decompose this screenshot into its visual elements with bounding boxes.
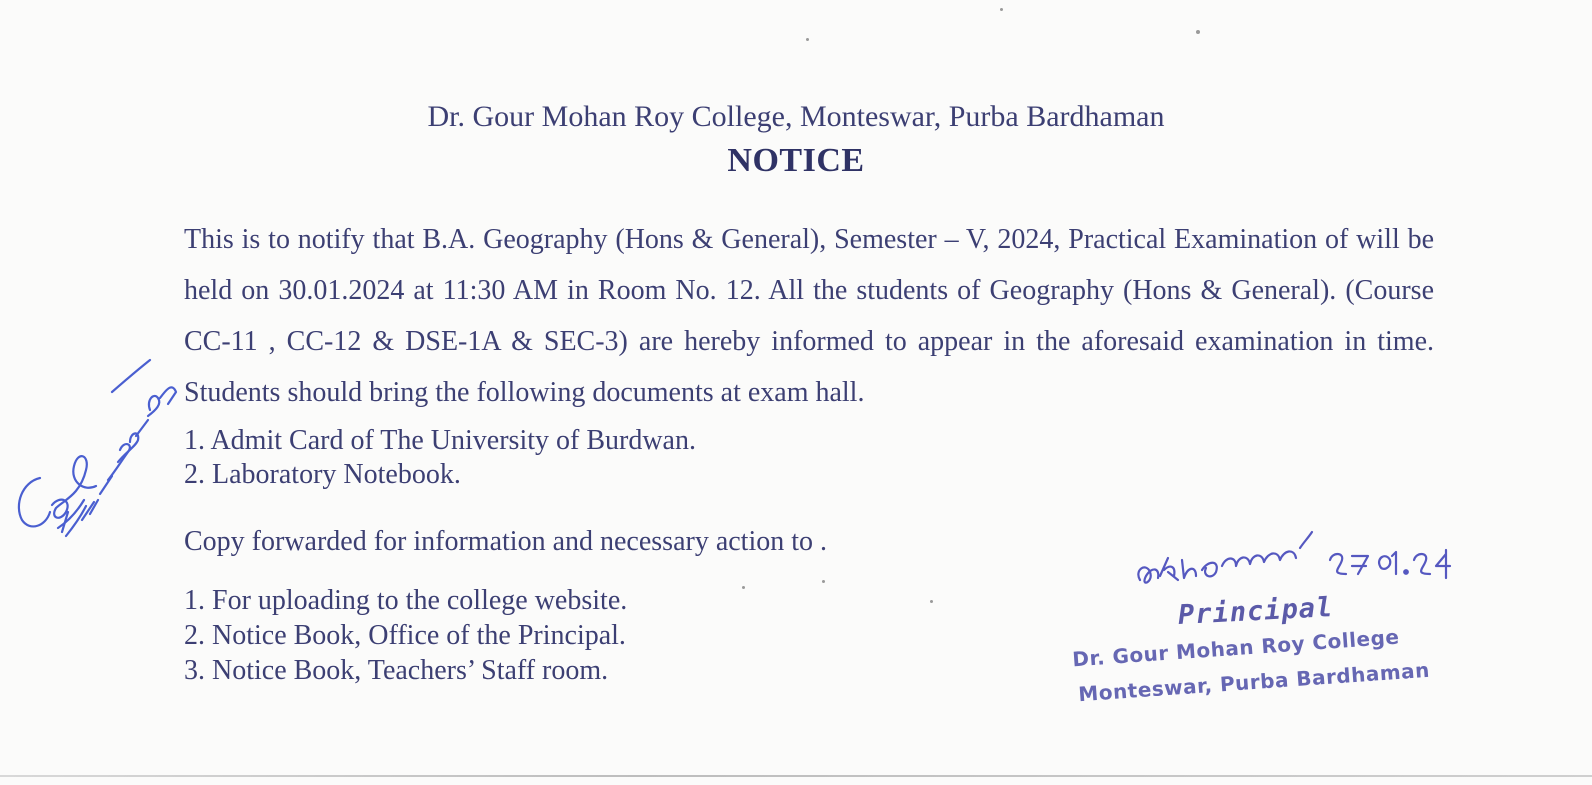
- principal-signature: [1138, 532, 1450, 583]
- page-bottom-edge: [0, 775, 1592, 777]
- list-item: 2. Laboratory Notebook.: [184, 459, 461, 490]
- scan-speck: [806, 38, 809, 41]
- college-name: Dr. Gour Mohan Roy College, Monteswar, Purba Bardhaman: [427, 100, 1165, 133]
- notice-body: This is to notify that B.A. Geography (Hons & General), Semester – V, 2024, Practical Examination of will be held on 30.01.2024 at 11:30 AM in Room No. 12. All the students of Geography (Hons & General). (Course CC-11 , CC-12 & DSE-1A & SEC-3) are hereby informed to appear in the aforesaid examination in time. Students should bring the following documents at exam hall.: [184, 224, 1434, 408]
- scan-speck: [822, 580, 825, 583]
- principal-designation: Principal: [1177, 591, 1335, 632]
- scan-speck: [1196, 30, 1200, 34]
- scan-speck: [742, 586, 745, 589]
- list-item: 2. Notice Book, Office of the Principal.: [184, 620, 626, 651]
- scan-speck: [930, 600, 933, 603]
- copy-forward-intro: Copy forwarded for information and necessary action to .: [184, 526, 828, 557]
- stamp-address: Monteswar, Purba Bardhaman: [1077, 657, 1431, 707]
- scan-speck: [1000, 8, 1003, 11]
- list-item: 3. Notice Book, Teachers’ Staff room.: [184, 655, 609, 686]
- documents-list: [184, 424, 696, 492]
- margin-initials-signature: [19, 360, 176, 536]
- stamp-college-name: Dr. Gour Mohan Roy College: [1071, 624, 1401, 672]
- list-item: 1. Admit Card of The University of Burdwan.: [184, 425, 696, 456]
- notice-title: NOTICE: [727, 142, 865, 179]
- list-item: 1. For uploading to the college website.: [184, 585, 628, 616]
- copy-forward-list: [184, 583, 627, 688]
